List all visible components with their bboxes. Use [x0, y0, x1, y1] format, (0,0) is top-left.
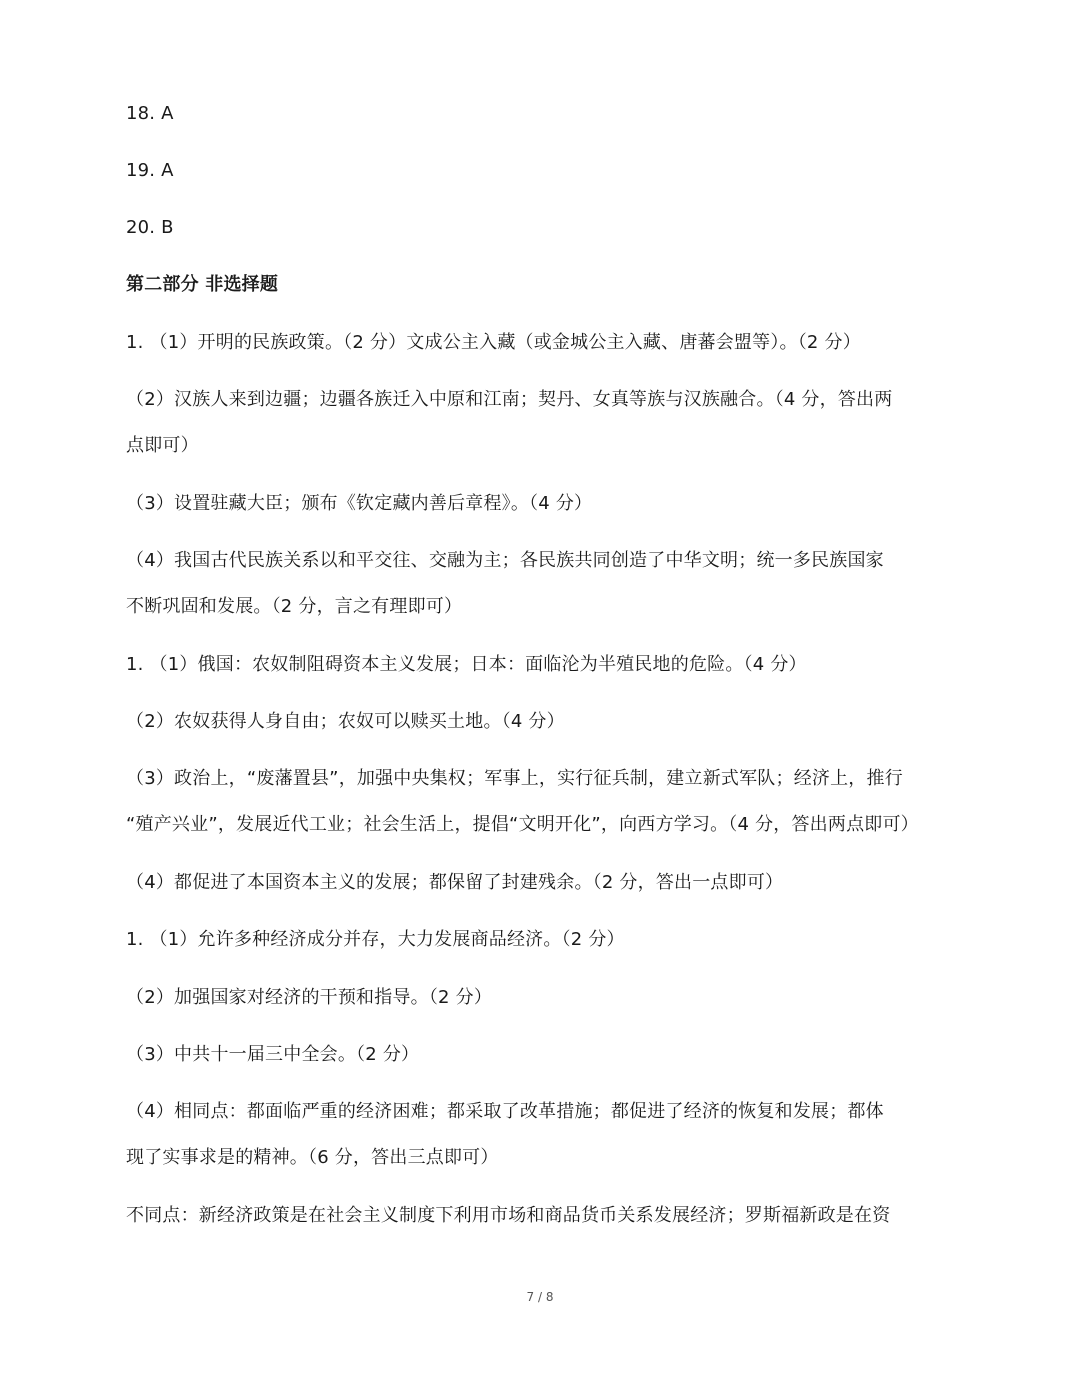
q1-part4-line2: 不断巩固和发展。（2 分，言之有理即可）	[126, 596, 463, 617]
answer-18: 18. A	[126, 103, 174, 124]
answer-19: 19. A	[126, 160, 174, 181]
q3-part1: 1. （1）允许多种经济成分并存，大力发展商品经济。（2 分）	[126, 929, 625, 950]
q1-part4-line1: （4）我国古代民族关系以和平交往、交融为主；各民族共同创造了中华文明；统一多民族国家	[126, 550, 884, 571]
q3-part3: （3）中共十一届三中全会。（2 分）	[126, 1044, 420, 1065]
q2-part4: （4）都促进了本国资本主义的发展；都保留了封建残余。（2 分，答出一点即可）	[126, 872, 784, 893]
q1-part2-line1: （2）汉族人来到边疆；边疆各族迁入中原和江南；契丹、女真等族与汉族融合。（4 分，答出两	[126, 389, 893, 410]
q2-part3-line1: （3）政治上，“废藩置县”，加强中央集权；军事上，实行征兵制，建立新式军队；经济上，推行	[126, 768, 903, 789]
q2-part2: （2）农奴获得人身自由；农奴可以赎买土地。（4 分）	[126, 711, 565, 732]
section-heading: 第二部分 非选择题	[126, 274, 279, 295]
page-number: 7 / 8	[526, 1290, 554, 1304]
q2-part3-line2: “殖产兴业”，发展近代工业；社会生活上，提倡“文明开化”，向西方学习。（4 分，答出两点即可）	[126, 814, 919, 835]
q3-part2: （2）加强国家对经济的干预和指导。（2 分）	[126, 987, 493, 1008]
answer-20: 20. B	[126, 217, 174, 238]
q3-part5: 不同点：新经济政策是在社会主义制度下利用市场和商品货币关系发展经济；罗斯福新政是在资	[126, 1205, 891, 1226]
q1-part1: 1. （1）开明的民族政策。（2 分）文成公主入藏（或金城公主入藏、唐蕃会盟等）。（2 分）	[126, 332, 861, 353]
q2-part1: 1. （1）俄国：农奴制阻碍资本主义发展；日本：面临沦为半殖民地的危险。（4 分）	[126, 654, 807, 675]
q1-part3: （3）设置驻藏大臣；颁布《钦定藏内善后章程》。（4 分）	[126, 493, 593, 514]
q3-part4-line2: 现了实事求是的精神。（6 分，答出三点即可）	[126, 1147, 499, 1168]
q1-part2-line2: 点即可）	[126, 435, 199, 456]
q3-part4-line1: （4）相同点：都面临严重的经济困难；都采取了改革措施；都促进了经济的恢复和发展；都体	[126, 1101, 884, 1122]
